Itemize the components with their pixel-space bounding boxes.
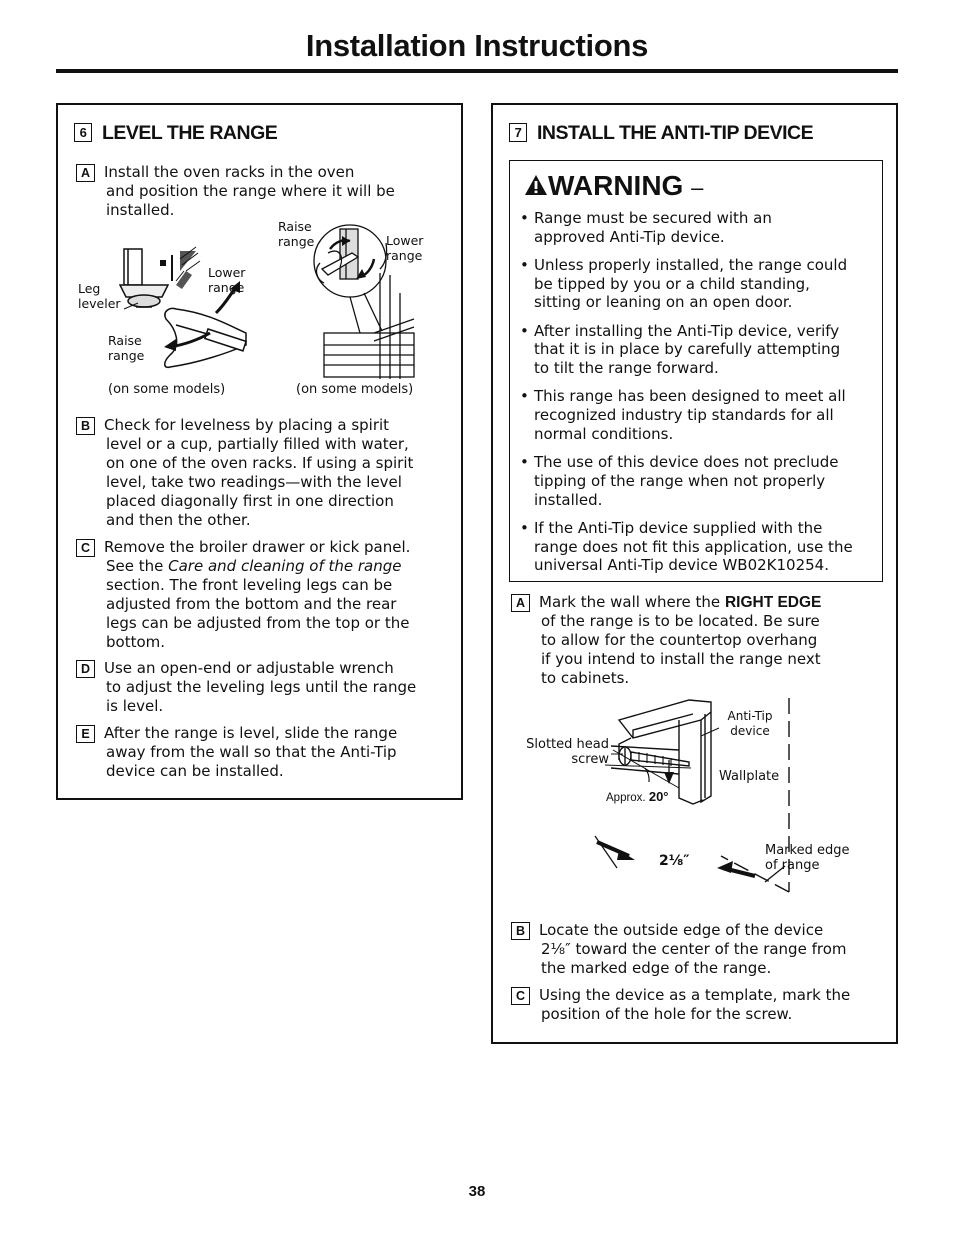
step-line: the marked edge of the range. bbox=[541, 959, 772, 977]
step-line: to allow for the countertop overhang bbox=[541, 631, 818, 649]
step-line: Remove the broiler drawer or kick panel. bbox=[104, 538, 411, 556]
step-line: and position the range where it will be bbox=[106, 182, 395, 200]
leg-leveler-label: Leg leveler bbox=[78, 281, 121, 311]
step-c bbox=[76, 538, 456, 652]
step-b bbox=[76, 416, 456, 530]
step-line: placed diagonally first in one direction bbox=[106, 492, 394, 510]
step-a bbox=[76, 163, 456, 220]
section-number-box: 6 bbox=[74, 123, 92, 142]
step-line: 2⅛″ toward the center of the range from bbox=[541, 940, 847, 958]
warning-dash: – bbox=[691, 175, 704, 200]
approx-angle-label: Approx. 20° bbox=[606, 789, 669, 804]
step-letter: C bbox=[511, 987, 530, 1005]
page-title: Installation Instructions bbox=[305, 28, 649, 63]
warning-bullet: • After installing the Anti-Tip device, verify that it is in place by carefully attempting to tilt the range forward. bbox=[520, 321, 841, 378]
level-section-heading bbox=[74, 122, 277, 145]
step-line: bottom. bbox=[106, 633, 166, 651]
step-letter: B bbox=[76, 417, 95, 435]
figure-caption: (on some models) bbox=[296, 382, 414, 397]
step-line: to adjust the leveling legs until the range bbox=[106, 678, 417, 696]
title-rule bbox=[56, 69, 898, 73]
warning-bullet: • The use of this device does not preclude tipping of the range when not properly installed. bbox=[520, 453, 839, 509]
warning-bullet: • Range must be secured with an approved Anti-Tip device. bbox=[520, 209, 772, 246]
step-letter: A bbox=[76, 164, 95, 182]
step-letter: E bbox=[76, 725, 95, 743]
step-d bbox=[76, 659, 456, 716]
page-number: 38 bbox=[468, 1183, 486, 1200]
distance-label: 2⅛″ bbox=[659, 853, 690, 869]
anti-tip-figure bbox=[493, 690, 896, 905]
step-letter: D bbox=[76, 660, 95, 678]
step-line: Using the device as a template, mark the bbox=[539, 986, 851, 1004]
warning-triangle-icon bbox=[524, 174, 548, 196]
marked-edge-label: Marked edge of range bbox=[765, 843, 850, 873]
raise-range-label: Raise range bbox=[108, 333, 145, 363]
step-line: level, take two readings—with the level bbox=[106, 473, 402, 491]
warning-title bbox=[524, 170, 703, 202]
lower-range-label: Lower range bbox=[386, 233, 424, 263]
step-line: Locate the outside edge of the device bbox=[539, 921, 824, 939]
step-letter: C bbox=[76, 539, 95, 557]
raise-range-label: Raise range bbox=[278, 219, 315, 249]
step-line: section. The front leveling legs can be bbox=[106, 576, 393, 594]
step-line: away from the wall so that the Anti-Tip bbox=[106, 743, 397, 761]
step-e bbox=[76, 724, 456, 781]
slotted-head-screw-label: Slotted head screw bbox=[526, 737, 609, 767]
step-line: Mark the wall where the RIGHT EDGE bbox=[539, 593, 822, 611]
warning-word: WARNING bbox=[548, 170, 684, 201]
step-line: to cabinets. bbox=[541, 669, 630, 687]
section-number-box: 7 bbox=[509, 123, 527, 142]
lower-range-label: Lower range bbox=[208, 265, 246, 295]
level-the-range-panel bbox=[56, 103, 463, 800]
antitip-section-heading bbox=[509, 122, 813, 145]
step-line: device can be installed. bbox=[106, 762, 284, 780]
step-line: level or a cup, partially filled with water, bbox=[106, 435, 409, 453]
step-line: See the Care and cleaning of the range bbox=[106, 557, 402, 575]
warning-bullets bbox=[518, 209, 880, 585]
step-line: After the range is level, slide the range bbox=[104, 724, 398, 742]
warning-bullet: • If the Anti-Tip device supplied with the range does not fit this application, use the universal Anti-Tip device WB02K10254. bbox=[520, 518, 853, 575]
section-heading-text: LEVEL THE RANGE bbox=[102, 122, 278, 144]
wallplate-label: Wallplate bbox=[719, 769, 780, 784]
step-line: if you intend to install the range next bbox=[541, 650, 821, 668]
step-line: of the range is to be located. Be sure bbox=[541, 612, 820, 630]
anti-tip-panel bbox=[491, 103, 898, 1044]
step-line: and then the other. bbox=[106, 511, 251, 529]
step-line: installed. bbox=[106, 201, 175, 219]
rear-leg-illustration bbox=[304, 223, 464, 383]
step-letter: A bbox=[511, 594, 530, 612]
anti-tip-device-label: Anti-Tip device bbox=[727, 709, 773, 738]
step-line: Use an open-end or adjustable wrench bbox=[104, 659, 394, 677]
step-line: is level. bbox=[106, 697, 164, 715]
step-letter: B bbox=[511, 922, 530, 940]
warning-box bbox=[509, 160, 883, 582]
leveling-figures bbox=[58, 215, 461, 405]
step-c bbox=[511, 986, 891, 1024]
step-b bbox=[511, 921, 891, 978]
warning-bullet: • This range has been designed to meet all recognized industry tip standards for all normal conditions. bbox=[520, 387, 846, 443]
step-a bbox=[511, 593, 891, 688]
step-line: Check for levelness by placing a spirit bbox=[104, 416, 390, 434]
step-line: on one of the oven racks. If using a spirit bbox=[106, 454, 414, 472]
warning-bullet: • Unless properly installed, the range could be tipped by you or a child standing, sitting or leaning on an open door. bbox=[520, 256, 848, 312]
step-line: Install the oven racks in the oven bbox=[104, 163, 355, 181]
section-heading-text: INSTALL THE ANTI-TIP DEVICE bbox=[537, 122, 814, 144]
step-line: adjusted from the bottom and the rear bbox=[106, 595, 397, 613]
figure-caption: (on some models) bbox=[108, 382, 226, 397]
step-line: legs can be adjusted from the top or the bbox=[106, 614, 410, 632]
step-line: position of the hole for the screw. bbox=[541, 1005, 793, 1023]
